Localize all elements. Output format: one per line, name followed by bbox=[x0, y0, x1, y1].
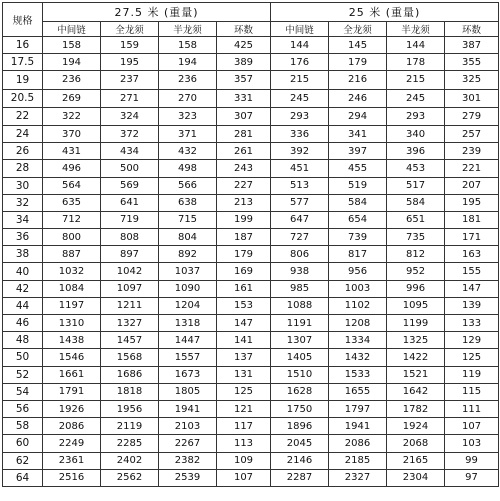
value-cell: 147 bbox=[217, 315, 271, 332]
value-cell: 279 bbox=[445, 107, 499, 125]
sub-header: 中间链 bbox=[43, 22, 101, 37]
value-cell: 159 bbox=[101, 37, 159, 54]
spec-cell: 38 bbox=[3, 246, 43, 263]
spec-cell: 56 bbox=[3, 400, 43, 417]
value-cell: 1642 bbox=[387, 383, 445, 400]
value-cell: 727 bbox=[271, 229, 329, 246]
table-row bbox=[3, 383, 499, 400]
value-cell: 2516 bbox=[43, 469, 101, 486]
table-row bbox=[3, 194, 499, 211]
value-cell: 153 bbox=[217, 297, 271, 314]
table-row bbox=[3, 211, 499, 228]
value-cell: 215 bbox=[271, 71, 329, 89]
value-cell: 564 bbox=[43, 177, 101, 194]
value-cell: 372 bbox=[101, 125, 159, 142]
value-cell: 227 bbox=[217, 177, 271, 194]
table-row bbox=[3, 54, 499, 71]
chain-weight-table-container bbox=[2, 2, 499, 487]
spec-cell: 64 bbox=[3, 469, 43, 486]
value-cell: 236 bbox=[43, 71, 101, 89]
table-row bbox=[3, 37, 499, 54]
value-cell: 155 bbox=[445, 263, 499, 280]
value-cell: 735 bbox=[387, 229, 445, 246]
value-cell: 1941 bbox=[329, 418, 387, 435]
value-cell: 566 bbox=[159, 177, 217, 194]
value-cell: 1805 bbox=[159, 383, 217, 400]
value-cell: 144 bbox=[387, 37, 445, 54]
value-cell: 739 bbox=[329, 229, 387, 246]
value-cell: 2304 bbox=[387, 469, 445, 486]
table-row bbox=[3, 452, 499, 469]
value-cell: 1307 bbox=[271, 332, 329, 349]
value-cell: 455 bbox=[329, 160, 387, 177]
value-cell: 307 bbox=[217, 107, 271, 125]
table-row bbox=[3, 418, 499, 435]
value-cell: 1422 bbox=[387, 349, 445, 366]
table-row bbox=[3, 107, 499, 125]
value-cell: 158 bbox=[43, 37, 101, 54]
value-cell: 808 bbox=[101, 229, 159, 246]
value-cell: 115 bbox=[445, 383, 499, 400]
value-cell: 103 bbox=[445, 435, 499, 452]
value-cell: 1941 bbox=[159, 400, 217, 417]
value-cell: 425 bbox=[217, 37, 271, 54]
spec-cell: 17.5 bbox=[3, 54, 43, 71]
spec-cell: 42 bbox=[3, 280, 43, 297]
table-row bbox=[3, 125, 499, 142]
value-cell: 179 bbox=[217, 246, 271, 263]
value-cell: 331 bbox=[217, 89, 271, 107]
value-cell: 1334 bbox=[329, 332, 387, 349]
value-cell: 245 bbox=[271, 89, 329, 107]
spec-cell: 24 bbox=[3, 125, 43, 142]
value-cell: 451 bbox=[271, 160, 329, 177]
value-cell: 1204 bbox=[159, 297, 217, 314]
value-cell: 125 bbox=[445, 349, 499, 366]
spec-cell: 28 bbox=[3, 160, 43, 177]
value-cell: 187 bbox=[217, 229, 271, 246]
value-cell: 158 bbox=[159, 37, 217, 54]
value-cell: 1432 bbox=[329, 349, 387, 366]
table-header bbox=[3, 3, 499, 37]
value-cell: 647 bbox=[271, 211, 329, 228]
table-row bbox=[3, 280, 499, 297]
value-cell: 293 bbox=[271, 107, 329, 125]
value-cell: 453 bbox=[387, 160, 445, 177]
group-header-25m: 25 米 (重量) bbox=[271, 3, 499, 22]
value-cell: 1673 bbox=[159, 366, 217, 383]
value-cell: 1211 bbox=[101, 297, 159, 314]
value-cell: 2402 bbox=[101, 452, 159, 469]
value-cell: 897 bbox=[101, 246, 159, 263]
value-cell: 513 bbox=[271, 177, 329, 194]
value-cell: 221 bbox=[445, 160, 499, 177]
value-cell: 195 bbox=[445, 194, 499, 211]
value-cell: 322 bbox=[43, 107, 101, 125]
value-cell: 355 bbox=[445, 54, 499, 71]
value-cell: 817 bbox=[329, 246, 387, 263]
sub-header: 环数 bbox=[445, 22, 499, 37]
value-cell: 1032 bbox=[43, 263, 101, 280]
table-row bbox=[3, 89, 499, 107]
value-cell: 1447 bbox=[159, 332, 217, 349]
spec-cell: 40 bbox=[3, 263, 43, 280]
value-cell: 1533 bbox=[329, 366, 387, 383]
value-cell: 119 bbox=[445, 366, 499, 383]
table-row bbox=[3, 143, 499, 160]
value-cell: 1084 bbox=[43, 280, 101, 297]
value-cell: 125 bbox=[217, 383, 271, 400]
value-cell: 1750 bbox=[271, 400, 329, 417]
value-cell: 500 bbox=[101, 160, 159, 177]
value-cell: 715 bbox=[159, 211, 217, 228]
value-cell: 293 bbox=[387, 107, 445, 125]
value-cell: 2068 bbox=[387, 435, 445, 452]
value-cell: 1037 bbox=[159, 263, 217, 280]
spec-cell: 62 bbox=[3, 452, 43, 469]
value-cell: 111 bbox=[445, 400, 499, 417]
value-cell: 171 bbox=[445, 229, 499, 246]
value-cell: 2119 bbox=[101, 418, 159, 435]
value-cell: 357 bbox=[217, 71, 271, 89]
table-row bbox=[3, 229, 499, 246]
value-cell: 213 bbox=[217, 194, 271, 211]
spec-cell: 54 bbox=[3, 383, 43, 400]
value-cell: 2086 bbox=[43, 418, 101, 435]
value-cell: 2086 bbox=[329, 435, 387, 452]
value-cell: 371 bbox=[159, 125, 217, 142]
value-cell: 1924 bbox=[387, 418, 445, 435]
spec-header: 规格 bbox=[3, 3, 43, 37]
spec-cell: 16 bbox=[3, 37, 43, 54]
value-cell: 1457 bbox=[101, 332, 159, 349]
value-cell: 194 bbox=[43, 54, 101, 71]
value-cell: 389 bbox=[217, 54, 271, 71]
value-cell: 99 bbox=[445, 452, 499, 469]
value-cell: 2562 bbox=[101, 469, 159, 486]
value-cell: 2045 bbox=[271, 435, 329, 452]
value-cell: 133 bbox=[445, 315, 499, 332]
value-cell: 2103 bbox=[159, 418, 217, 435]
value-cell: 109 bbox=[217, 452, 271, 469]
sub-header: 全龙须 bbox=[329, 22, 387, 37]
value-cell: 281 bbox=[217, 125, 271, 142]
value-cell: 1327 bbox=[101, 315, 159, 332]
table-row bbox=[3, 435, 499, 452]
value-cell: 144 bbox=[271, 37, 329, 54]
value-cell: 370 bbox=[43, 125, 101, 142]
value-cell: 113 bbox=[217, 435, 271, 452]
value-cell: 498 bbox=[159, 160, 217, 177]
value-cell: 2249 bbox=[43, 435, 101, 452]
value-cell: 887 bbox=[43, 246, 101, 263]
value-cell: 1818 bbox=[101, 383, 159, 400]
value-cell: 1956 bbox=[101, 400, 159, 417]
value-cell: 215 bbox=[387, 71, 445, 89]
value-cell: 194 bbox=[159, 54, 217, 71]
table-row bbox=[3, 263, 499, 280]
value-cell: 195 bbox=[101, 54, 159, 71]
table-row bbox=[3, 332, 499, 349]
value-cell: 270 bbox=[159, 89, 217, 107]
value-cell: 245 bbox=[387, 89, 445, 107]
value-cell: 938 bbox=[271, 263, 329, 280]
value-cell: 107 bbox=[445, 418, 499, 435]
spec-cell: 48 bbox=[3, 332, 43, 349]
value-cell: 2185 bbox=[329, 452, 387, 469]
table-body bbox=[3, 37, 499, 487]
spec-cell: 60 bbox=[3, 435, 43, 452]
spec-cell: 30 bbox=[3, 177, 43, 194]
value-cell: 199 bbox=[217, 211, 271, 228]
value-cell: 236 bbox=[159, 71, 217, 89]
value-cell: 1102 bbox=[329, 297, 387, 314]
value-cell: 1521 bbox=[387, 366, 445, 383]
value-cell: 641 bbox=[101, 194, 159, 211]
value-cell: 1097 bbox=[101, 280, 159, 297]
value-cell: 651 bbox=[387, 211, 445, 228]
value-cell: 1661 bbox=[43, 366, 101, 383]
value-cell: 1557 bbox=[159, 349, 217, 366]
value-cell: 325 bbox=[445, 71, 499, 89]
table-row bbox=[3, 366, 499, 383]
value-cell: 584 bbox=[329, 194, 387, 211]
value-cell: 1791 bbox=[43, 383, 101, 400]
value-cell: 1510 bbox=[271, 366, 329, 383]
table-row bbox=[3, 160, 499, 177]
table-row bbox=[3, 297, 499, 314]
value-cell: 169 bbox=[217, 263, 271, 280]
value-cell: 147 bbox=[445, 280, 499, 297]
value-cell: 2287 bbox=[271, 469, 329, 486]
value-cell: 1655 bbox=[329, 383, 387, 400]
value-cell: 654 bbox=[329, 211, 387, 228]
value-cell: 216 bbox=[329, 71, 387, 89]
value-cell: 712 bbox=[43, 211, 101, 228]
value-cell: 985 bbox=[271, 280, 329, 297]
table-row bbox=[3, 177, 499, 194]
value-cell: 139 bbox=[445, 297, 499, 314]
value-cell: 341 bbox=[329, 125, 387, 142]
value-cell: 1191 bbox=[271, 315, 329, 332]
value-cell: 1325 bbox=[387, 332, 445, 349]
value-cell: 2382 bbox=[159, 452, 217, 469]
value-cell: 145 bbox=[329, 37, 387, 54]
value-cell: 117 bbox=[217, 418, 271, 435]
value-cell: 161 bbox=[217, 280, 271, 297]
value-cell: 1926 bbox=[43, 400, 101, 417]
table-row bbox=[3, 71, 499, 89]
value-cell: 638 bbox=[159, 194, 217, 211]
chain-weight-table bbox=[2, 2, 499, 487]
sub-header: 半龙须 bbox=[159, 22, 217, 37]
value-cell: 1546 bbox=[43, 349, 101, 366]
value-cell: 271 bbox=[101, 89, 159, 107]
spec-cell: 32 bbox=[3, 194, 43, 211]
spec-cell: 20.5 bbox=[3, 89, 43, 107]
value-cell: 1088 bbox=[271, 297, 329, 314]
spec-cell: 44 bbox=[3, 297, 43, 314]
value-cell: 340 bbox=[387, 125, 445, 142]
value-cell: 1003 bbox=[329, 280, 387, 297]
value-cell: 2267 bbox=[159, 435, 217, 452]
value-cell: 178 bbox=[387, 54, 445, 71]
value-cell: 956 bbox=[329, 263, 387, 280]
value-cell: 239 bbox=[445, 143, 499, 160]
value-cell: 107 bbox=[217, 469, 271, 486]
value-cell: 246 bbox=[329, 89, 387, 107]
value-cell: 635 bbox=[43, 194, 101, 211]
value-cell: 804 bbox=[159, 229, 217, 246]
value-cell: 97 bbox=[445, 469, 499, 486]
value-cell: 243 bbox=[217, 160, 271, 177]
table-row bbox=[3, 246, 499, 263]
value-cell: 237 bbox=[101, 71, 159, 89]
table-row bbox=[3, 315, 499, 332]
spec-cell: 19 bbox=[3, 71, 43, 89]
value-cell: 121 bbox=[217, 400, 271, 417]
value-cell: 1199 bbox=[387, 315, 445, 332]
value-cell: 1090 bbox=[159, 280, 217, 297]
sub-header: 全龙须 bbox=[101, 22, 159, 37]
sub-header: 中间链 bbox=[271, 22, 329, 37]
spec-cell: 58 bbox=[3, 418, 43, 435]
value-cell: 392 bbox=[271, 143, 329, 160]
value-cell: 1782 bbox=[387, 400, 445, 417]
value-cell: 301 bbox=[445, 89, 499, 107]
spec-cell: 52 bbox=[3, 366, 43, 383]
value-cell: 163 bbox=[445, 246, 499, 263]
value-cell: 269 bbox=[43, 89, 101, 107]
value-cell: 1568 bbox=[101, 349, 159, 366]
value-cell: 1628 bbox=[271, 383, 329, 400]
value-cell: 1208 bbox=[329, 315, 387, 332]
value-cell: 324 bbox=[101, 107, 159, 125]
value-cell: 432 bbox=[159, 143, 217, 160]
value-cell: 2361 bbox=[43, 452, 101, 469]
value-cell: 207 bbox=[445, 177, 499, 194]
value-cell: 569 bbox=[101, 177, 159, 194]
value-cell: 1438 bbox=[43, 332, 101, 349]
value-cell: 131 bbox=[217, 366, 271, 383]
value-cell: 387 bbox=[445, 37, 499, 54]
value-cell: 1797 bbox=[329, 400, 387, 417]
value-cell: 812 bbox=[387, 246, 445, 263]
value-cell: 1896 bbox=[271, 418, 329, 435]
value-cell: 323 bbox=[159, 107, 217, 125]
value-cell: 996 bbox=[387, 280, 445, 297]
value-cell: 1405 bbox=[271, 349, 329, 366]
table-row bbox=[3, 400, 499, 417]
group-header-27-5m: 27.5 米 (重量) bbox=[43, 3, 271, 22]
value-cell: 137 bbox=[217, 349, 271, 366]
value-cell: 496 bbox=[43, 160, 101, 177]
value-cell: 431 bbox=[43, 143, 101, 160]
value-cell: 892 bbox=[159, 246, 217, 263]
value-cell: 129 bbox=[445, 332, 499, 349]
value-cell: 181 bbox=[445, 211, 499, 228]
value-cell: 2146 bbox=[271, 452, 329, 469]
value-cell: 336 bbox=[271, 125, 329, 142]
value-cell: 434 bbox=[101, 143, 159, 160]
value-cell: 584 bbox=[387, 194, 445, 211]
value-cell: 396 bbox=[387, 143, 445, 160]
value-cell: 577 bbox=[271, 194, 329, 211]
value-cell: 1310 bbox=[43, 315, 101, 332]
value-cell: 257 bbox=[445, 125, 499, 142]
value-cell: 2285 bbox=[101, 435, 159, 452]
table-row bbox=[3, 349, 499, 366]
value-cell: 517 bbox=[387, 177, 445, 194]
value-cell: 1042 bbox=[101, 263, 159, 280]
value-cell: 2165 bbox=[387, 452, 445, 469]
sub-header: 半龙须 bbox=[387, 22, 445, 37]
sub-header: 环数 bbox=[217, 22, 271, 37]
value-cell: 1095 bbox=[387, 297, 445, 314]
value-cell: 952 bbox=[387, 263, 445, 280]
spec-cell: 36 bbox=[3, 229, 43, 246]
spec-cell: 46 bbox=[3, 315, 43, 332]
spec-cell: 26 bbox=[3, 143, 43, 160]
value-cell: 800 bbox=[43, 229, 101, 246]
spec-cell: 50 bbox=[3, 349, 43, 366]
value-cell: 294 bbox=[329, 107, 387, 125]
value-cell: 176 bbox=[271, 54, 329, 71]
value-cell: 141 bbox=[217, 332, 271, 349]
value-cell: 519 bbox=[329, 177, 387, 194]
value-cell: 261 bbox=[217, 143, 271, 160]
spec-cell: 34 bbox=[3, 211, 43, 228]
value-cell: 2539 bbox=[159, 469, 217, 486]
value-cell: 1686 bbox=[101, 366, 159, 383]
spec-cell: 22 bbox=[3, 107, 43, 125]
value-cell: 2327 bbox=[329, 469, 387, 486]
value-cell: 1197 bbox=[43, 297, 101, 314]
value-cell: 1318 bbox=[159, 315, 217, 332]
value-cell: 719 bbox=[101, 211, 159, 228]
value-cell: 179 bbox=[329, 54, 387, 71]
table-row bbox=[3, 469, 499, 486]
value-cell: 806 bbox=[271, 246, 329, 263]
value-cell: 397 bbox=[329, 143, 387, 160]
